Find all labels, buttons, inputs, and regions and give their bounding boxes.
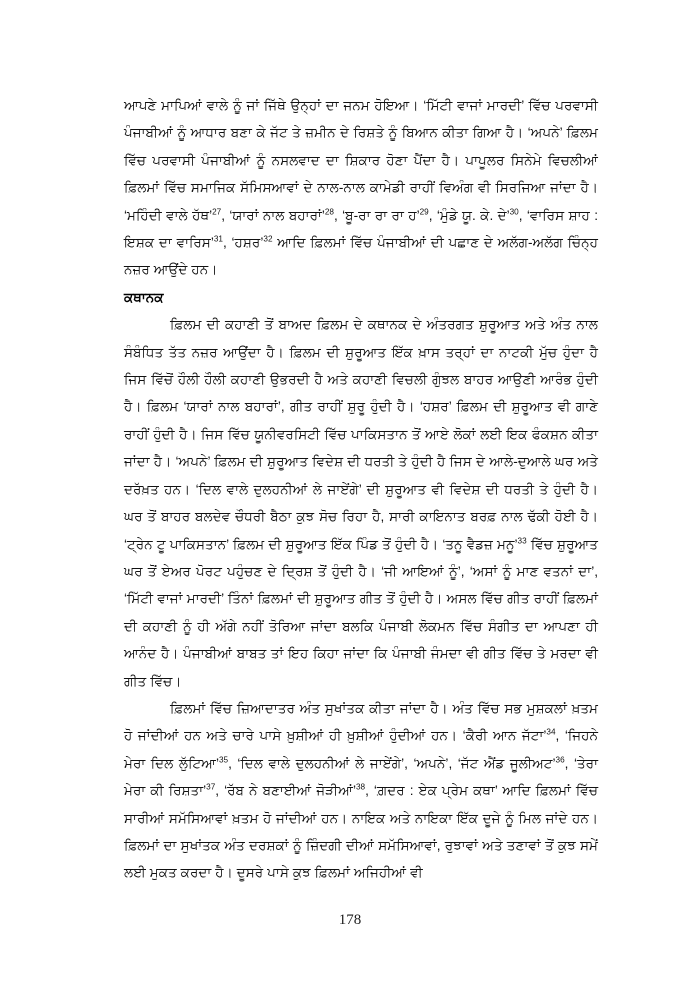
page-content: [124, 92, 598, 887]
section-heading-kathanak: ਕਥਾਨਕ: [124, 289, 164, 305]
film-title-13: ‘ਰੱਬ ਨੇ ਬਣਾਈਆਂ ਜੋੜੀਆਂ’: [224, 783, 356, 799]
film-title-12: ‘ਤੇਰਾ ਮੇਰਾ ਕੀ ਰਿਸ਼ਤਾ’: [124, 755, 598, 799]
film-title-8: ‘ਜਿਹਨੇ ਮੇਰਾ ਦਿਲ ਲੁੱਟਿਆ’: [124, 728, 598, 771]
paragraph-two: [124, 311, 598, 695]
footnote-ref-32: 32: [263, 234, 273, 244]
footnote-ref-29: 29: [419, 207, 429, 217]
film-title-1: ‘ਮਹਿੰਦੀ ਵਾਲੇ ਹੱਥ’: [124, 207, 213, 223]
footnote-ref-33: 33: [517, 535, 527, 545]
paragraph-two-text-b: ਵਿੱਚ ਸ਼ੁਰੂਆਤ ਘਰ ਤੋਂ ਏਅਰ ਪੋਰਟ ਪਹੁੰਚਣ ਦੇ ਦ੍ਰਿਸ਼ ਤੋਂ ਹੁੰਦੀ ਹੈ। ‘ਜੀ ਆਇਆਂ ਨੂੰ’, ‘ਅਸਾਂ ਨੂੰ ਮਾਣ ਵਤਨਾਂ ਦਾ’, ‘ਮਿੱਟੀ ਵਾਜਾਂ ਮਾਰਦੀ’ ਤਿੰਨਾਂ ਫ਼ਿਲਮਾਂ ਦੀ ਸ਼ੁਰੂਆਤ ਗੀਤ ਤੋਂ ਹੁੰਦੀ ਹੈ। ਅਸਲ ਵਿੱਚ ਗੀਤ ਰਾਹੀਂ ਫ਼ਿਲਮਾਂ ਦੀ ਕਹਾਣੀ ਨੂੰ ਹੀ ਅੱਗੇ ਨਹੀਂ ਤੋਰਿਆ ਜਾਂਦਾ ਬਲਕਿ ਪੰਜਾਬੀ ਲੋਕਮਨ ਵਿੱਚ ਸੰਗੀਤ ਦਾ ਆਪਣਾ ਹੀ ਆਨੰਦ ਹੈ। ਪੰਜਾਬੀਆਂ ਬਾਬਤ ਤਾਂ ਇਹ ਕਿਹਾ ਜਾਂਦਾ ਕਿ ਪੰਜਾਬੀ ਜੰਮਦਾ ਵੀ ਗੀਤ ਵਿੱਚ ਤੇ ਮਰਦਾ ਵੀ ਗੀਤ ਵਿੱਚ।: [124, 536, 598, 689]
footnote-ref-34: 34: [546, 727, 556, 737]
film-title-3: ‘ਬੂ-ਰਾ ਰਾ ਰਾ ਹ’: [342, 207, 420, 223]
footnote-ref-37: 37: [206, 782, 216, 792]
paragraph-one-text: ਆਪਣੇ ਮਾਪਿਆਂ ਵਾਲੇ ਨੂੰ ਜਾਂ ਜਿੱਥੇ ਉਨ੍ਹਾਂ ਦਾ ਜਨਮ ਹੋਇਆ। ‘ਮਿੱਟੀ ਵਾਜਾਂ ਮਾਰਦੀ’ ਵਿੱਚ ਪਰਵਾਸੀ ਪੰਜਾਬੀਆਂ ਨੂੰ ਆਧਾਰ ਬਣਾ ਕੇ ਜੱਟ ਤੇ ਜ਼ਮੀਨ ਦੇ ਰਿਸ਼ਤੇ ਨੂੰ ਬਿਆਨ ਕੀਤਾ ਗਿਆ ਹੈ। ‘ਅਪਨੇ’ ਫ਼ਿਲਮ ਵਿੱਚ ਪਰਵਾਸੀ ਪੰਜਾਬੀਆਂ ਨੂੰ ਨਸਲਵਾਦ ਦਾ ਸ਼ਿਕਾਰ ਹੋਣਾ ਪੈਂਦਾ ਹੈ। ਪਾਪੂਲਰ ਸਿਨੇਮੇ ਵਿਚਲੀਆਂ ਫ਼ਿਲਮਾਂ ਵਿੱਚ ਸਮਾਜਿਕ ਸੱਮਿਸਆਵਾਂ ਦੇ ਨਾਲ-ਨਾਲ ਕਾਮੇਡੀ ਰਾਹੀਂ ਵਿਅੰਗ ਵੀ ਸਿਰਜਿਆ ਜਾਂਦਾ ਹੈ।: [124, 98, 598, 196]
paragraph-two-text-a: ਫ਼ਿਲਮ ਦੀ ਕਹਾਣੀ ਤੋਂ ਬਾਅਦ ਫ਼ਿਲਮ ਦੇ ਕਥਾਨਕ ਦੇ ਅੰਤਰਗਤ ਸ਼ੁਰੂਆਤ ਅਤੇ ਅੰਤ ਨਾਲ ਸੰਬੰਧਿਤ ਤੱਤ ਨਜ਼ਰ ਆਉਂਦਾ ਹੈ। ਫ਼ਿਲਮ ਦੀ ਸ਼ੁਰੂਆਤ ਇੱਕ ਖ਼ਾਸ ਤਰ੍ਹਾਂ ਦਾ ਨਾਟਕੀ ਮੁੱਚ ਹੁੰਦਾ ਹੈ ਜਿਸ ਵਿੱਚੋਂ ਹੌਲੀ ਹੌਲੀ ਕਹਾਣੀ ਉਭਰਦੀ ਹੈ ਅਤੇ ਕਹਾਣੀ ਵਿਚਲੀ ਗੁੰਝਲ ਬਾਹਰ ਆਉਣੀ ਆਰੰਭ ਹੁੰਦੀ ਹੈ। ਫ਼ਿਲਮ ‘ਯਾਰਾਂ ਨਾਲ ਬਹਾਰਾਂ’, ਗੀਤ ਰਾਹੀਂ ਸ਼ੁਰੂ ਹੁੰਦੀ ਹੈ। ‘ਹਸ਼ਰ’ ਫ਼ਿਲਮ ਦੀ ਸ਼ੁਰੂਆਤ ਵੀ ਗਾਣੇ ਰਾਹੀਂ ਹੁੰਦੀ ਹੈ। ਜਿਸ ਵਿੱਚ ਯੂਨੀਵਰਸਿਟੀ ਵਿੱਚ ਪਾਕਿਸਤਾਨ ਤੋਂ ਆਏ ਲੋਕਾਂ ਲਈ ਇਕ ਫੰਕਸ਼ਨ ਕੀਤਾ ਜਾਂਦਾ ਹੈ। ‘ਅਪਨੇ’ ਫ਼ਿਲਮ ਦੀ ਸ਼ੁਰੂਆਤ ਵਿਦੇਸ਼ ਦੀ ਧਰਤੀ ਤੇ ਹੁੰਦੀ ਹੈ ਜਿਸ ਦੇ ਆਲੇ-ਦੁਆਲੇ ਘਰ ਅਤੇ ਦਰੱਖ਼ਤ ਹਨ। ‘ਦਿਲ ਵਾਲੇ ਦੁਲਹਨੀਆਂ ਲੇ ਜਾਏਂਗੇ’ ਦੀ ਸ਼ੁਰੂਆਤ ਵੀ ਵਿਦੇਸ਼ ਦੀ ਧਰਤੀ ਤੇ ਹੁੰਦੀ ਹੈ। ਘਰ ਤੋਂ ਬਾਹਰ ਬਲਦੇਵ ਚੌਧਰੀ ਬੈਠਾ ਕੁਝ ਸੋਚ ਰਿਹਾ ਹੈ, ਸਾਰੀ ਕਾਇਨਾਤ ਬਰਫ਼ ਨਾਲ ਢੱਕੀ ਹੋਈ ਹੈ। ‘ਟ੍ਰੇਨ ਟੂ ਪਾਕਿਸਤਾਨ’ ਫ਼ਿਲਮ ਦੀ ਸ਼ੁਰੂਆਤ ਇੱਕ ਪਿੰਡ ਤੋਂ ਹੁੰਦੀ ਹੈ। ‘ਤਨੂ ਵੈਡਜ਼ ਮਨੂ’: [124, 317, 598, 552]
footnote-ref-30: 30: [509, 207, 519, 217]
film-title-9: ‘ਦਿਲ ਵਾਲੇ ਦੁਲਹਨੀਆਂ ਲੇ ਜਾਏਂਗੇ’: [237, 755, 405, 771]
film-title-14: ‘ਗ਼ਦਰ : ਏਕ ਪ੍ਰੇਮ ਕਥਾ’: [373, 783, 498, 799]
footnote-ref-36: 36: [555, 755, 565, 765]
paragraph-three-text-b: ਆਦਿ ਫ਼ਿਲਮਾਂ ਵਿੱਚ ਸਾਰੀਆਂ ਸਮੱਸਿਆਵਾਂ ਖ਼ਤਮ ਹੋ ਜਾਂਦੀਆਂ ਹਨ। ਨਾਇਕ ਅਤੇ ਨਾਇਕਾ ਇੱਕ ਦੂਜੇ ਨੂੰ ਮਿਲ ਜਾਂਦੇ ਹਨ। ਫ਼ਿਲਮਾਂ ਦਾ ਸੁਖਾਂਤਕ ਅੰਤ ਦਰਸ਼ਕਾਂ ਨੂੰ ਜ਼ਿੰਦਗੀ ਦੀਆਂ ਸਮੱਸਿਆਵਾਂ, ਰੁਝਾਵਾਂ ਅਤੇ ਤਣਾਵਾਂ ਤੋਂ ਕੁਝ ਸਮੇਂ ਲਈ ਮੁਕਤ ਕਰਦਾ ਹੈ। ਦੂਸਰੇ ਪਾਸੇ ਕੁਝ ਫ਼ਿਲਮਾਂ ਅਜਿਹੀਆਂ ਵੀ: [124, 783, 598, 881]
footnote-ref-31: 31: [213, 234, 223, 244]
paragraph-one-tail: ਆਦਿ ਫ਼ਿਲਮਾਂ ਵਿੱਚ ਪੰਜਾਬੀਆਂ ਦੀ ਪਛਾਣ ਦੇ ਅਲੱਗ-ਅਲੱਗ ਚਿੰਨ੍ਹ ਨਜ਼ਰ ਆਉਂਦੇ ਹਨ।: [124, 235, 598, 278]
footnote-ref-38: 38: [355, 782, 366, 792]
footnote-ref-28: 28: [324, 207, 334, 217]
paragraph-one: ਆਪਣੇ ਮਾਪਿਆਂ ਵਾਲੇ ਨੂੰ ਜਾਂ ਜਿੱਥੇ ਉਨ੍ਹਾਂ ਦਾ ਜਨਮ ਹੋਇਆ। ‘ਮਿੱਟੀ ਵਾਜਾਂ ਮਾਰਦੀ’ ਵਿੱਚ ਪਰਵਾਸੀ ਪੰਜਾਬੀਆਂ ਨੂੰ ਆਧਾਰ ਬਣਾ ਕੇ ਜੱਟ ਤੇ ਜ਼ਮੀਨ ਦੇ ਰਿਸ਼ਤੇ ਨੂੰ ਬਿਆਨ ਕੀਤਾ ਗਿਆ ਹੈ। ‘ਅਪਨੇ’ ਫ਼ਿਲਮ ਵਿੱਚ ਪਰਵਾਸੀ ਪੰਜਾਬੀਆਂ ਨੂੰ ਨਸਲਵਾਦ ਦਾ ਸ਼ਿਕਾਰ ਹੋਣਾ ਪੈਂਦਾ ਹੈ। ਪਾਪੂਲਰ ਸਿਨੇਮੇ ਵਿਚਲੀਆਂ ਫ਼ਿਲਮਾਂ ਵਿੱਚ ਸਮਾਜਿਕ ਸੱਮਿਸਆਵਾਂ ਦੇ ਨਾਲ-ਨਾਲ ਕਾਮੇਡੀ ਰਾਹੀਂ ਵਿਅੰਗ ਵੀ ਸਿਰਜਿਆ ਜਾਂਦਾ ਹੈ। ‘ਮਹਿੰਦੀ ਵਾਲੇ ਹੱਥ’$^{27}$, ‘ਯਾਰਾਂ ਨਾਲ ਬਹਾਰਾਂ’$^{28}$, ‘ਬੂ-ਰਾ ਰਾ ਰਾ ਹ’$^{29}$, ‘ਮੁੰਡੇ ਯੂ. ਕੇ. ਦੇ’$^{30}$, ‘ਵਾਰਿਸ ਸ਼ਾਹ : ਇਸ਼ਕ ਦਾ ਵਾਰਿਸ’$^{31}$, ‘ਹਸ਼ਰ’$^{32}$ ਆਦਿ ਫ਼ਿਲਮਾਂ ਵਿੱਚ ਪੰਜਾਬੀਆਂ ਦੀ ਪਛਾਣ ਦੇ ਅਲੱਗ-ਅਲੱਗ ਚਿੰਨ੍ਹ ਨਜ਼ਰ ਆਉਂਦੇ ਹਨ।: [124, 98, 598, 278]
film-title-4: ‘ਮੁੰਡੇ ਯੂ. ਕੇ. ਦੇ’: [436, 207, 510, 223]
film-title-2: ‘ਯਾਰਾਂ ਨਾਲ ਬਹਾਰਾਂ’: [229, 207, 325, 223]
paragraph-three-text-a: ਫ਼ਿਲਮਾਂ ਵਿੱਚ ਜ਼ਿਆਦਾਤਰ ਅੰਤ ਸੁਖਾਂਤਕ ਕੀਤਾ ਜਾਂਦਾ ਹੈ। ਅੰਤ ਵਿੱਚ ਸਭ ਮੁਸ਼ਕਲਾਂ ਖ਼ਤਮ ਹੋ ਜਾਂਦੀਆਂ ਹਨ ਅਤੇ ਚਾਰੇ ਪਾਸੇ ਖ਼ੁਸ਼ੀਆਂ ਹੀ ਖ਼ੁਸ਼ੀਆਂ ਹੁੰਦੀਆਂ ਹਨ।: [124, 700, 598, 744]
film-title-11: ‘ਜੱਟ ਐਂਡ ਜੂਲੀਅਟ’: [457, 755, 556, 771]
film-title-10: ‘ਅਪਨੇ’: [413, 755, 449, 771]
film-title-7: ‘ਕੈਰੀ ਆਨ ਜੱਟਾ’: [462, 728, 547, 744]
paragraph-three: ਫ਼ਿਲਮਾਂ ਵਿੱਚ ਜ਼ਿਆਦਾਤਰ ਅੰਤ ਸੁਖਾਂਤਕ ਕੀਤਾ ਜਾਂਦਾ ਹੈ। ਅੰਤ ਵਿੱਚ ਸਭ ਮੁਸ਼ਕਲਾਂ ਖ਼ਤਮ ਹੋ ਜਾਂਦੀਆਂ ਹਨ ਅਤੇ ਚਾਰੇ ਪਾਸੇ ਖ਼ੁਸ਼ੀਆਂ ਹੀ ਖ਼ੁਸ਼ੀਆਂ ਹੁੰਦੀਆਂ ਹਨ। ‘ਕੈਰੀ ਆਨ ਜੱਟਾ’$^{34}$, ‘ਜਿਹਨੇ ਮੇਰਾ ਦਿਲ ਲੁੱਟਿਆ’$^{35}$, ‘ਦਿਲ ਵਾਲੇ ਦੁਲਹਨੀਆਂ ਲੇ ਜਾਏਂਗੇ’, ‘ਅਪਨੇ’, ‘ਜੱਟ ਐਂਡ ਜੂਲੀਅਟ’$^{36}$, ‘ਤੇਰਾ ਮੇਰਾ ਕੀ ਰਿਸ਼ਤਾ’$^{37}$, ‘ਰੱਬ ਨੇ ਬਣਾਈਆਂ ਜੋੜੀਆਂ’$^{38}$, ‘ਗ਼ਦਰ : ਏਕ ਪ੍ਰੇਮ ਕਥਾ’ ਆਦਿ ਫ਼ਿਲਮਾਂ ਵਿੱਚ ਸਾਰੀਆਂ ਸਮੱਸਿਆਵਾਂ ਖ਼ਤਮ ਹੋ ਜਾਂਦੀਆਂ ਹਨ। ਨਾਇਕ ਅਤੇ ਨਾਇਕਾ ਇੱਕ ਦੂਜੇ ਨੂੰ ਮਿਲ ਜਾਂਦੇ ਹਨ। ਫ਼ਿਲਮਾਂ ਦਾ ਸੁਖਾਂਤਕ ਅੰਤ ਦਰਸ਼ਕਾਂ ਨੂੰ ਜ਼ਿੰਦਗੀ ਦੀਆਂ ਸਮੱਸਿਆਵਾਂ, ਰੁਝਾਵਾਂ ਅਤੇ ਤਣਾਵਾਂ ਤੋਂ ਕੁਝ ਸਮੇਂ ਲਈ ਮੁਕਤ ਕਰਦਾ ਹੈ। ਦੂਸਰੇ ਪਾਸੇ ਕੁਝ ਫ਼ਿਲਮਾਂ ਅਜਿਹੀਆਂ ਵੀ: [124, 700, 598, 881]
film-title-6: ‘ਹਸ਼ਰ’: [231, 235, 264, 251]
page-number: 178: [338, 912, 362, 928]
footnote-ref-35: 35: [218, 755, 229, 765]
footnote-ref-27: 27: [212, 207, 222, 217]
film-title-5: ‘ਵਾਰਿਸ ਸ਼ਾਹ : ਇਸ਼ਕ ਦਾ ਵਾਰਿਸ’: [124, 207, 598, 251]
